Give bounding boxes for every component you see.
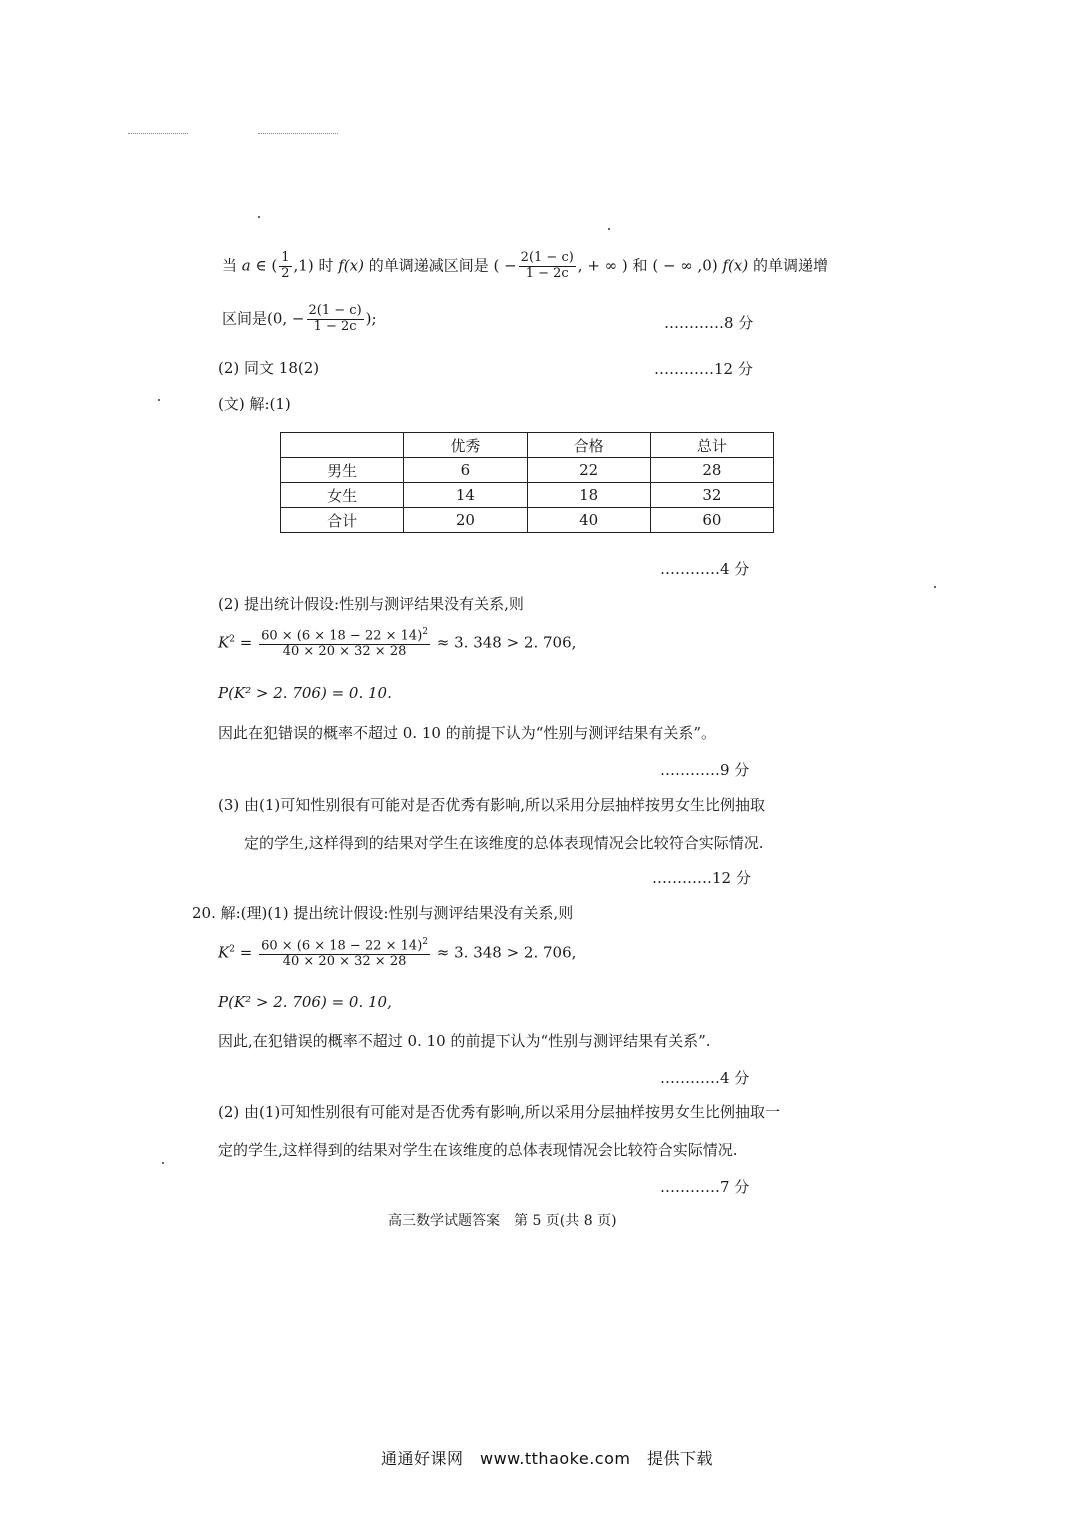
wen-conclusion: 因此在犯错误的概率不超过 0. 10 的前提下认为“性别与测评结果有关系”。 <box>218 724 717 742</box>
fraction-numerator: 2(1 − c) <box>520 250 574 265</box>
fraction-denominator: 1 − 2c <box>525 265 569 281</box>
text-segment: 60 × (6 × 18 − 22 × 14) <box>261 628 423 644</box>
fraction-numerator <box>259 937 430 955</box>
table-cell: 32 <box>650 483 773 508</box>
wen-q3-line2: 定的学生,这样得到的结果对学生在该维度的总体表现情况会比较符合实际情况. <box>244 834 764 852</box>
li-q2-line1: (2) 由(1)可知性别很有可能对是否优秀有影响,所以采用分层抽样按男女生比例抽取一 <box>218 1103 781 1121</box>
table-row <box>281 483 774 508</box>
fraction-numerator <box>259 627 430 645</box>
fraction-interval <box>519 251 576 282</box>
scan-mark <box>128 133 188 135</box>
math-fx: f(x) <box>338 256 364 275</box>
table-cell: 合格 <box>527 433 650 458</box>
li-k2-formula <box>218 937 576 970</box>
table-cell: 女生 <box>281 483 404 508</box>
wen-heading: (文) 解:(1) <box>218 395 291 413</box>
score-4: …………4 分 <box>660 560 750 578</box>
li-heading: 20. 解:(理)(1) 提出统计假设:性别与测评结果没有关系,则 <box>192 904 574 922</box>
scan-mark <box>258 133 338 135</box>
math-fx: f(x) <box>722 256 749 275</box>
score-4: …………4 分 <box>660 1069 750 1087</box>
score-7: …………7 分 <box>660 1178 750 1196</box>
math-var: K <box>218 943 230 962</box>
table-cell: 28 <box>650 458 773 483</box>
watermark-footer: 通通好课网 www.tthaoke.com 提供下载 <box>381 1449 713 1468</box>
contingency-table <box>280 432 774 533</box>
math-var: a <box>241 256 251 275</box>
scan-speck <box>158 399 160 401</box>
table-row <box>281 458 774 483</box>
fraction-denominator: 1 − 2c <box>313 318 357 334</box>
score-12: …………12 分 <box>652 869 751 887</box>
text-segment: 区间是(0, − <box>222 309 305 328</box>
table-cell: 18 <box>527 483 650 508</box>
monotonic-decrease-line <box>222 251 828 282</box>
table-cell: 22 <box>527 458 650 483</box>
table-cell: 60 <box>650 508 773 533</box>
table-cell: 优秀 <box>404 433 527 458</box>
score-9: …………9 分 <box>660 761 750 779</box>
table-header-row <box>281 433 774 458</box>
table-cell: 20 <box>404 508 527 533</box>
text-segment: 当 <box>222 256 242 275</box>
fraction-denominator: 40 × 20 × 32 × 28 <box>282 644 407 660</box>
fraction-denominator: 2 <box>281 265 290 281</box>
text-segment: ,1) 时 <box>293 256 339 275</box>
fraction-denominator: 40 × 20 × 32 × 28 <box>282 954 407 970</box>
scan-speck <box>934 586 936 588</box>
table-cell: 40 <box>527 508 650 533</box>
score-8: …………8 分 <box>664 314 754 332</box>
fraction-numerator: 2(1 − c) <box>308 303 362 318</box>
superscript: 2 <box>229 634 235 645</box>
superscript: 2 <box>422 937 429 947</box>
wen-k2-formula <box>218 627 576 660</box>
fraction-half <box>279 251 291 282</box>
table-cell <box>281 433 404 458</box>
text-segment: 的单调递减区间是 ( − <box>363 256 517 275</box>
text-segment: ); <box>365 309 377 328</box>
text-segment: 60 × (6 × 18 − 22 × 14) <box>261 938 423 954</box>
text-segment: ∈ ( <box>250 256 278 275</box>
text-segment: 的单调递增 <box>748 256 828 275</box>
superscript: 2 <box>229 944 235 955</box>
table-cell: 14 <box>404 483 527 508</box>
k2-fraction <box>259 937 430 970</box>
page-footer: 高三数学试题答案 第 5 页(共 8 页) <box>388 1213 617 1229</box>
scan-speck <box>608 228 610 230</box>
text-segment: ≈ 3. 348 > 2. 706, <box>432 943 577 962</box>
wen-p-line: P(K² > 2. 706) = 0. 10. <box>218 684 392 702</box>
table-cell: 总计 <box>650 433 773 458</box>
part2-same-as-wen: (2) 同文 18(2) <box>218 359 320 377</box>
table-cell: 合计 <box>281 508 404 533</box>
table-row <box>281 508 774 533</box>
fraction-interval <box>307 304 364 335</box>
monotonic-increase-line <box>222 304 377 335</box>
math-var: K <box>218 633 230 652</box>
k2-fraction <box>259 627 430 660</box>
li-p-line: P(K² > 2. 706) = 0. 10, <box>218 993 392 1011</box>
text-segment: = <box>234 633 258 652</box>
scan-speck <box>258 216 260 218</box>
table-cell: 6 <box>404 458 527 483</box>
li-q2-line2: 定的学生,这样得到的结果对学生在该维度的总体表现情况会比较符合实际情况. <box>218 1141 738 1159</box>
superscript: 2 <box>422 627 429 637</box>
wen-q2-intro: (2) 提出统计假设:性别与测评结果没有关系,则 <box>218 595 524 613</box>
scan-speck <box>162 1162 164 1164</box>
fraction-numerator: 1 <box>281 250 290 265</box>
wen-q3-line1: (3) 由(1)可知性别很有可能对是否优秀有影响,所以采用分层抽样按男女生比例抽取 <box>218 796 766 814</box>
score-12: …………12 分 <box>654 360 753 378</box>
text-segment: , + ∞ ) 和 ( − ∞ ,0) <box>577 256 723 275</box>
text-segment: = <box>234 943 258 962</box>
text-segment: ≈ 3. 348 > 2. 706, <box>432 633 577 652</box>
table-cell: 男生 <box>281 458 404 483</box>
li-conclusion: 因此,在犯错误的概率不超过 0. 10 的前提下认为“性别与测评结果有关系”. <box>218 1032 711 1050</box>
